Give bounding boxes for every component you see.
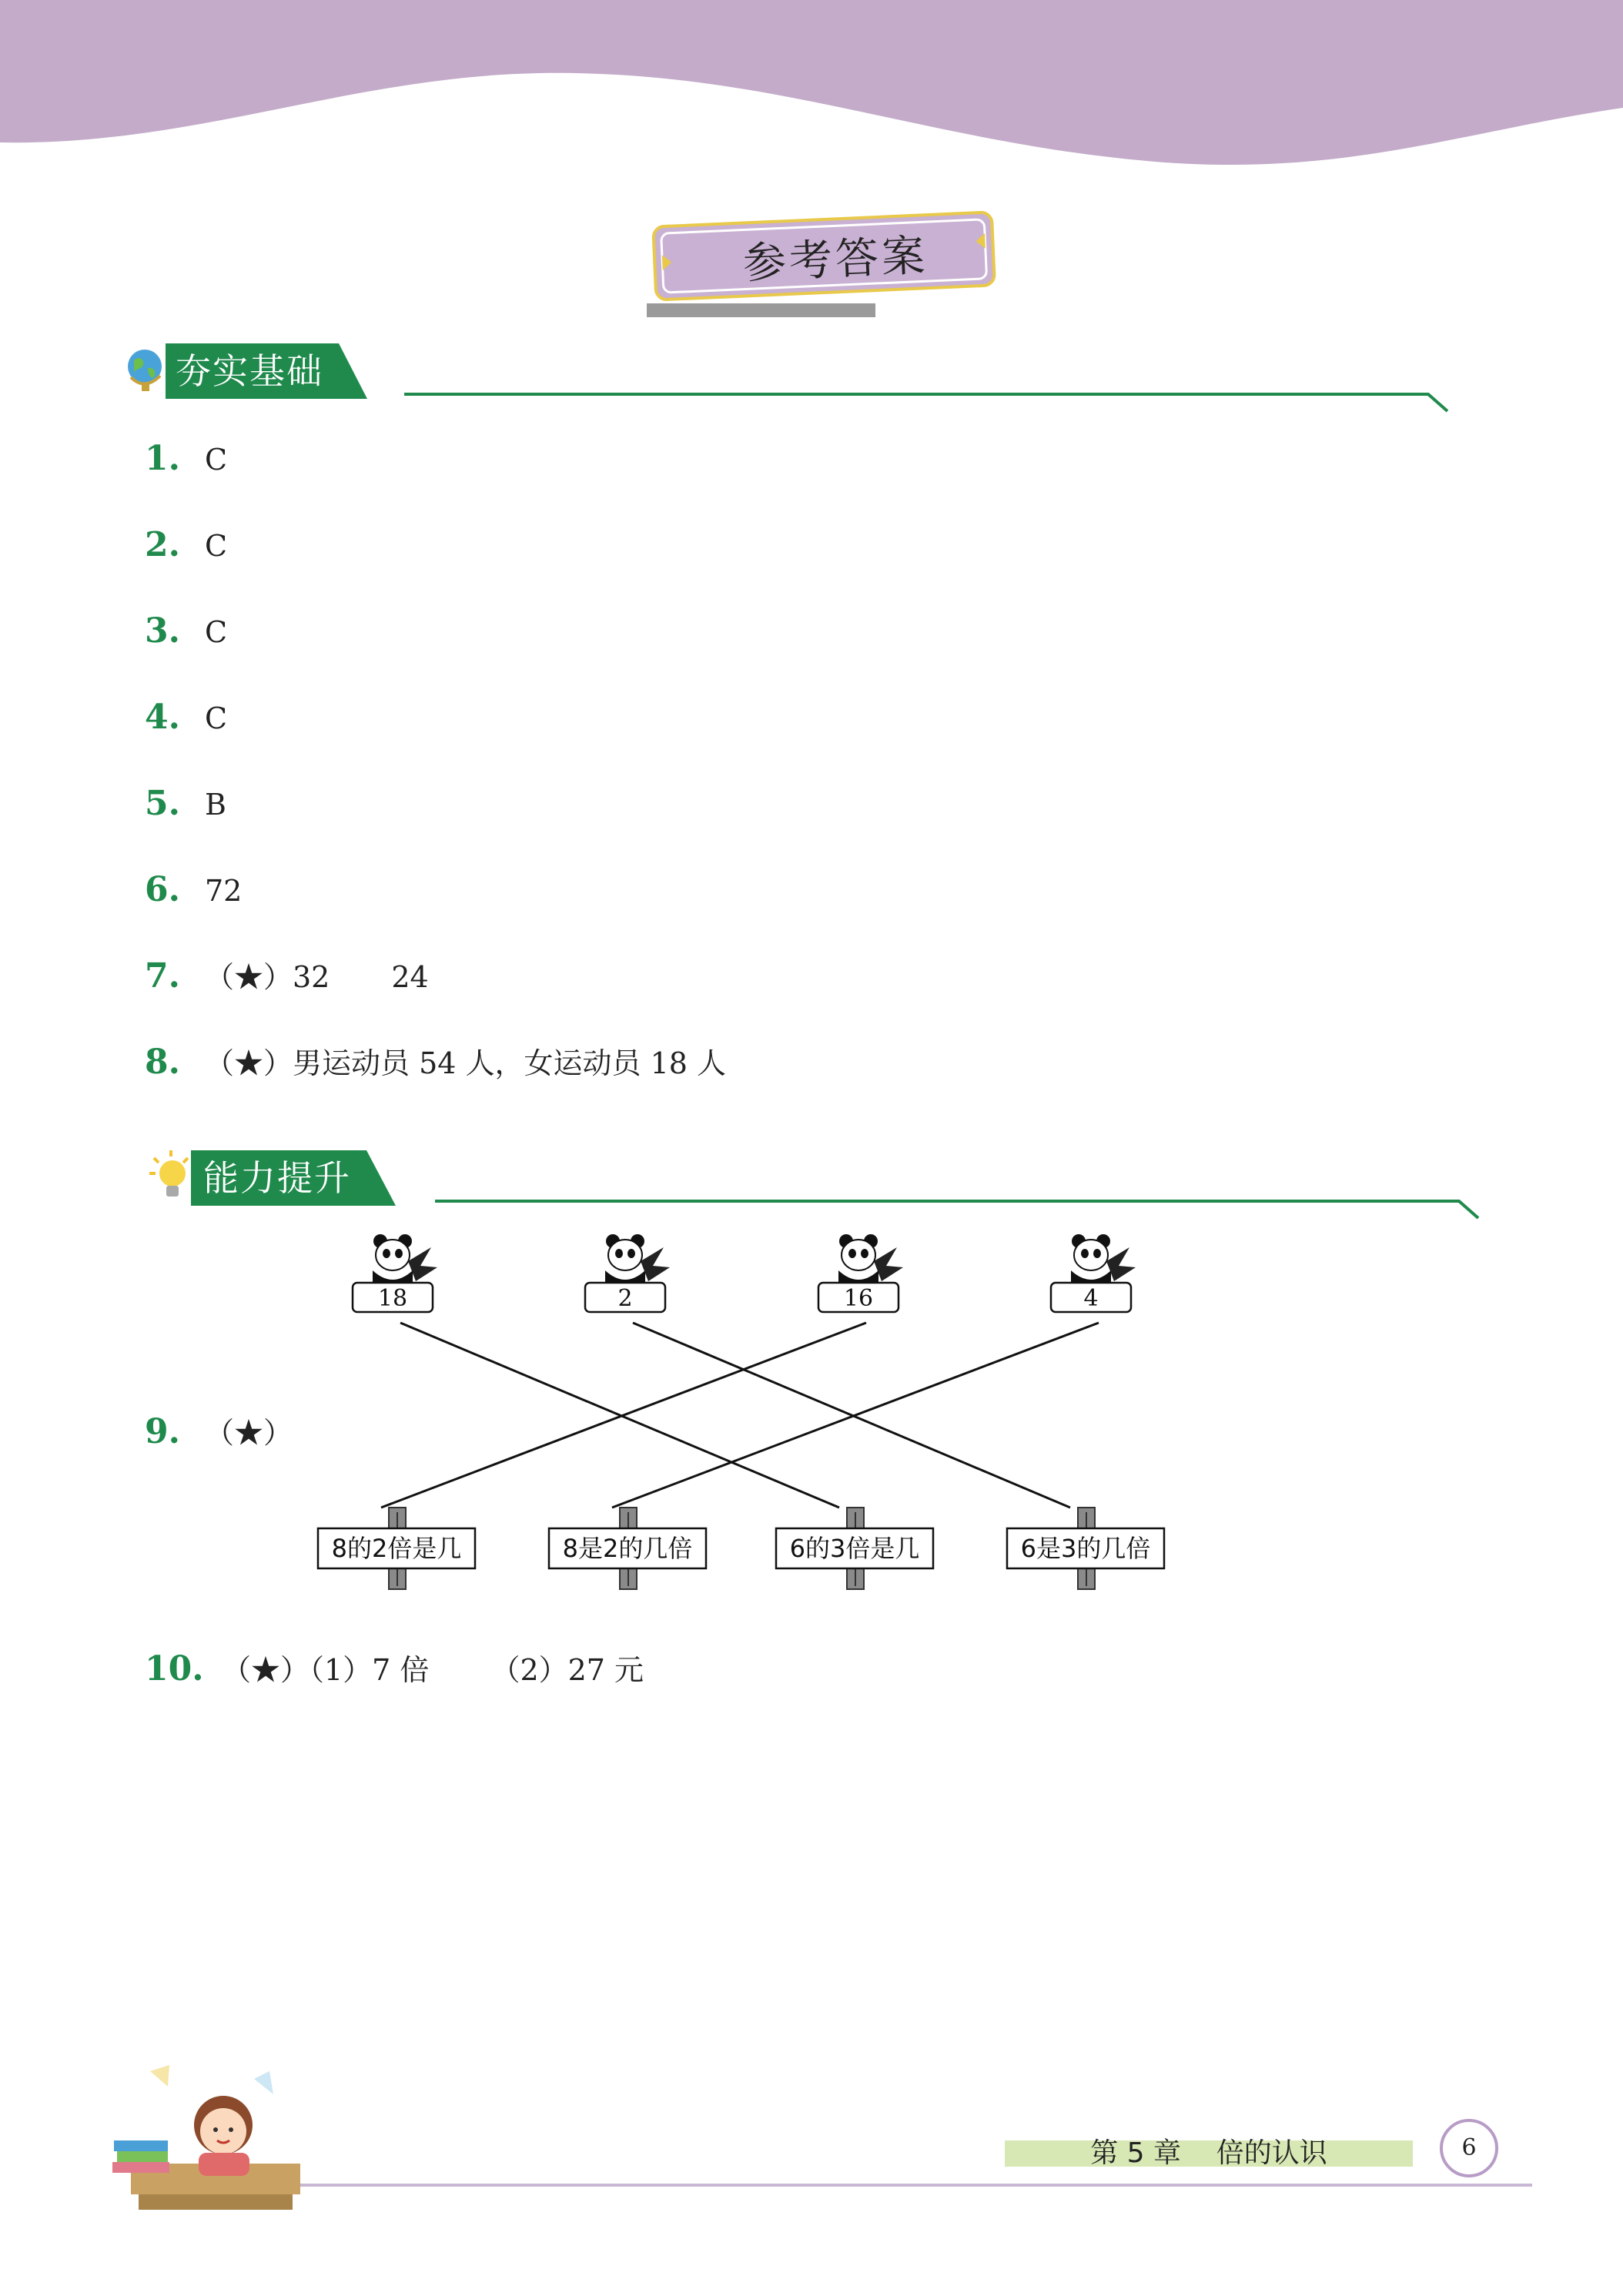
page-number: 6 xyxy=(1440,2119,1498,2177)
panda-number: 4 xyxy=(1083,1285,1099,1312)
sign-label: 6是3的几倍 xyxy=(1020,1534,1151,1563)
section-rule-foundation xyxy=(404,385,1451,416)
match-line xyxy=(612,1323,1099,1508)
answer-5: 5. B xyxy=(145,784,226,823)
answer-1: 1. C xyxy=(145,439,228,478)
answer-10: 10. （★）（1）7 倍 （2）27 元 xyxy=(145,1649,644,1689)
panda-card xyxy=(1051,1234,1136,1312)
answer-7: 7. （★）32 24 xyxy=(145,956,429,996)
match-line xyxy=(381,1323,866,1508)
section-title-foundation: 夯实基础 xyxy=(176,350,323,392)
globe-icon xyxy=(122,345,169,393)
sign-label: 8的2倍是几 xyxy=(331,1534,462,1563)
panda-number: 18 xyxy=(377,1285,408,1312)
page-title: 参考答案 xyxy=(741,230,929,290)
panda-number: 2 xyxy=(617,1285,633,1312)
sign-label: 8是2的几倍 xyxy=(562,1534,693,1563)
sign-post xyxy=(1007,1508,1164,1589)
panda-card xyxy=(585,1234,670,1312)
sign-post xyxy=(549,1508,706,1589)
girl-reading-illustration xyxy=(108,2048,323,2217)
panda-card xyxy=(818,1234,903,1312)
top-wave-decoration xyxy=(0,0,1623,177)
answer-8: 8. （★）男运动员 54 人，女运动员 18 人 xyxy=(145,1043,727,1082)
section-rule-ability xyxy=(435,1192,1482,1223)
section-title-ability: 能力提升 xyxy=(203,1157,351,1199)
lightbulb-icon xyxy=(148,1149,194,1203)
answer-6: 6. 72 xyxy=(145,870,243,909)
sign-post xyxy=(776,1508,933,1589)
footer-rule xyxy=(300,2184,1532,2187)
match-line xyxy=(400,1323,839,1508)
match-line xyxy=(633,1323,1070,1508)
answer-9: 9. （★） xyxy=(145,1412,293,1451)
sign-post xyxy=(318,1508,475,1589)
panda-number: 16 xyxy=(843,1285,874,1312)
matching-diagram xyxy=(293,1232,1216,1617)
answer-3: 3. C xyxy=(145,611,228,651)
answer-2: 2. C xyxy=(145,525,228,564)
sign-label: 6的3倍是几 xyxy=(789,1534,920,1563)
chapter-label: 第 5 章 倍的认识 xyxy=(1090,2137,1327,2169)
answer-4: 4. C xyxy=(145,698,228,737)
panda-card xyxy=(353,1234,437,1312)
